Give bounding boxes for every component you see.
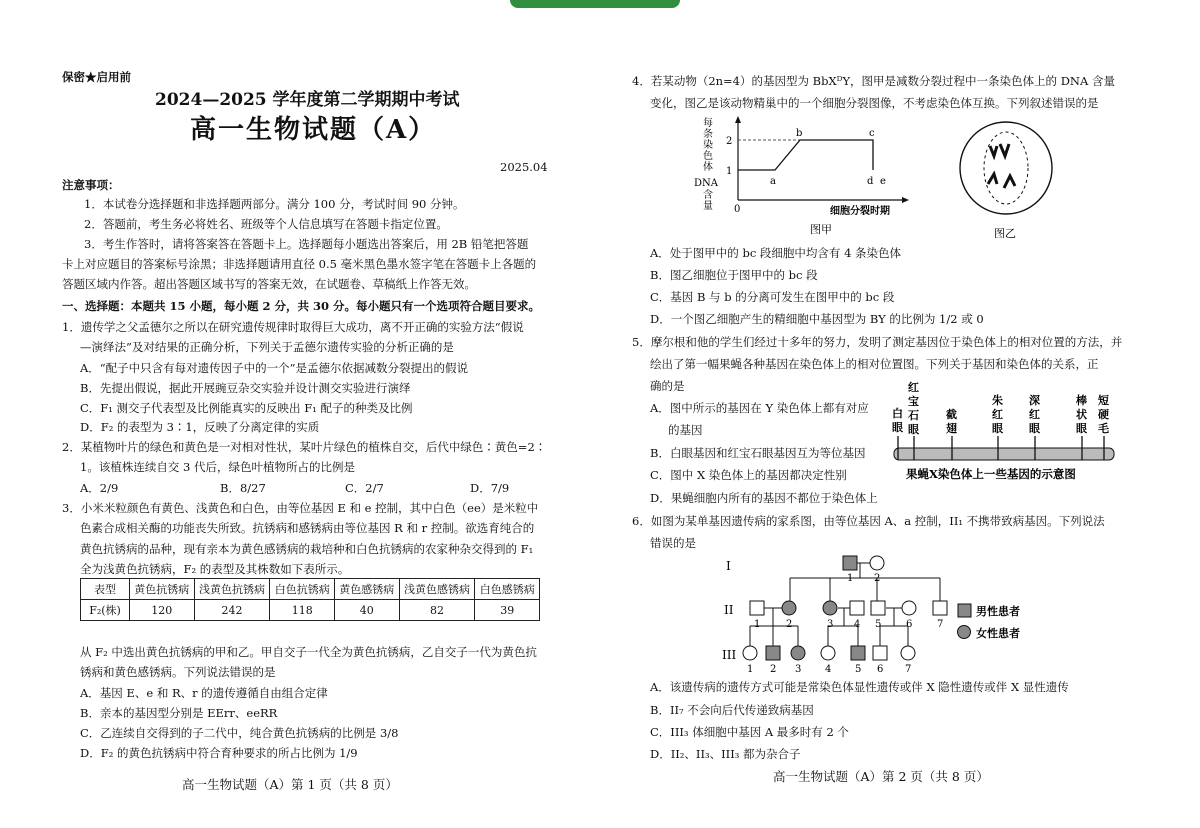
female-normal [870,556,884,570]
note-line: 3．考生作答时，请将答案答在答题卡上。选择题每小题选出答案后，用 2B 铅笔把答题 [84,237,529,251]
pedigree-number: 3 [827,619,834,630]
cell-division-figure [950,116,1070,238]
table-header: 表型 [81,579,130,600]
pedigree-number: 6 [877,664,884,675]
cell-caption: 图乙 [994,227,1016,238]
gene-label: 深红眼 [1029,394,1040,435]
legend-female-icon [958,626,971,639]
female-normal [902,601,916,615]
chart-point-label: e [880,176,886,187]
table-header: 浅黄色感锈病 [399,579,475,600]
pedigree-number: 4 [854,619,861,630]
chart-caption: 图甲 [810,223,832,236]
generation-labels [722,559,736,662]
note-line: 答题区域内作答。超出答题区域书写的答案无效，在试题卷、草稿纸上作答无效。 [62,277,476,291]
chromosomes [988,144,1015,188]
table-cell: 120 [130,600,195,621]
chart-point-label: c [869,128,875,139]
male-affected [851,646,865,660]
q2-stem: 2．某植物叶片的绿色和黄色是一对相对性状，某叶片绿色的植株自交，后代中绿色∶黄色=2∶ [62,440,547,454]
gene-map-caption: 果蝇X染色体上一些基因的示意图 [906,467,1076,481]
q5-stem: 确的是 [650,379,685,393]
gene-label: 白眼 [892,407,903,434]
note-line: 2．答题前，考生务必将姓名、班级等个人信息填写在答题卡指定位置。 [84,217,448,231]
q3-stem: 色素合成相关酶的功能丧失所致。抗锈病和感锈病由等位基因 R 和 r 控制。欲选育纯合的 [80,521,535,535]
q3-option: B．亲本的基因型分别是 EErr、eeRR [80,706,278,720]
chart-origin: 0 [734,204,741,215]
legend-male-icon [958,604,971,617]
q4-option: A．处于图甲中的 bc 段细胞中均含有 4 条染色体 [650,246,902,260]
q4-option: C．基因 B 与 b 的分离可发生在图甲中的 bc 段 [650,290,895,304]
notes-heading: 注意事项： [62,178,120,192]
table-header: 黄色感锈病 [334,579,399,600]
female-affected [791,646,805,660]
exam-title: 2024—2025 学年度第二学期期中考试 [155,90,460,110]
table-header-row [81,579,540,600]
q3-option: A．基因 E、e 和 R、r 的遗传遵循自由组合定律 [80,686,328,700]
q6-option: B．II₇ 不会向后代传递致病基因 [650,703,814,717]
q1-option: B．先提出假说，据此开展豌豆杂交实验并设计测交实验进行演绎 [80,381,411,395]
q5-stem: 5．摩尔根和他的学生们经过十多年的努力，发明了测定基因位于染色体上的相对位置的方法，并 [632,335,1123,349]
gen-label: III [722,648,737,662]
gene-label: 朱红眼 [992,394,1003,435]
q4-option: B．图乙细胞位于图甲中的 bc 段 [650,268,818,282]
chart-series-line [738,140,873,170]
page-right [600,0,1200,828]
female-normal [743,646,757,660]
q2-option: C．2/7 [345,481,384,495]
q3-option: C．乙连续自交得到的子二代中，纯合黄色抗锈病的比例是 3/8 [80,726,399,740]
phenotype-table [80,578,540,621]
pedigree-number: 2 [786,619,793,630]
pedigree-number: 2 [874,573,881,584]
q1-stem: —演绎法”及对结果的正确分析，下列关于孟德尔遗传实验的分析正确的是 [80,340,454,354]
chart-point-label: b [796,128,803,139]
male-normal [850,601,864,615]
table-header: 浅黄色抗锈病 [194,579,270,600]
q4-stem: 4．若某动物（2n=4）的基因型为 BbXᴰY，图甲是减数分裂过程中一条染色体上的 DNA 含量 [632,74,1115,88]
table-cell: 242 [194,600,270,621]
table-header: 白色感锈病 [475,579,540,600]
pedigree-number: 3 [795,664,802,675]
q5-stem: 绘出了第一幅果蝇各种基因在染色体上的相对位置图。下列关于基因和染色体的关系，正 [650,357,1099,371]
male-affected [843,556,857,570]
q5-option-cont: 的基因 [668,423,703,437]
table-row-label: F₂(株) [81,600,130,621]
y-axis-arrow-icon [735,116,741,123]
gene-label: 棒状眼 [1076,394,1087,435]
pedigree-number: 6 [906,619,913,630]
table-header: 白色抗锈病 [270,579,335,600]
chart-xlabel: 细胞分裂时期 [830,206,890,217]
chart-ytick: 2 [726,136,733,147]
q3-option: D．F₂ 的黄色抗锈病中符合育种要求的所占比例为 1/9 [80,746,358,760]
chromosome-bar [894,448,1114,460]
table-row [81,600,540,621]
q2-stem: 1。该植株连续自交 3 代后，绿色叶植物所占的比例是 [80,460,355,474]
q3-after: 从 F₂ 中选出黄色抗锈病的甲和乙。甲自交子一代全为黄色抗锈病，乙自交子一代为黄色抗 [80,645,537,659]
page-footer: 高一生物试题（A）第 1 页（共 8 页） [182,777,398,792]
female-normal [821,646,835,660]
pedigree-number: 5 [875,619,882,630]
gen-label: I [726,559,731,573]
gen-label: II [724,603,734,617]
q3-stem: 全为浅黄色抗锈病，F₂ 的表型及其株数如下表所示。 [80,562,350,576]
q6-stem: 6．如图为某单基因遗传病的家系图，由等位基因 A、a 控制，II₁ 不携带致病基因。下列说法 [632,514,1105,528]
exam-date: 2025.04 [500,160,548,174]
male-normal [933,601,947,615]
q1-option: D．F₂ 的表型为 3∶1，反映了分离定律的实质 [80,420,320,434]
q5-option: C．图中 X 染色体上的基因都决定性别 [650,468,847,482]
pedigree-number: 1 [847,573,854,584]
gene-label: 红宝石眼 [908,381,919,436]
gene-label: 短硬毛 [1098,394,1109,435]
pedigree-number: 4 [825,664,832,675]
q1-stem: 1．遗传学之父孟德尔之所以在研究遗传规律时取得巨大成功，离不开正确的实验方法“假说 [62,320,524,334]
spindle [984,132,1028,204]
dna-content-chart [680,112,920,238]
q3-stem: 3．小米米粒颜色有黄色、浅黄色和白色，由等位基因 E 和 e 控制，其中白色（ee）是米粒中 [62,501,539,515]
q6-option: A．该遗传病的遗传方式可能是常染色体显性遗传或伴 X 隐性遗传或伴 X 显性遗传 [650,680,1069,694]
x-chromosome-map [888,380,1120,484]
pedigree-number: 5 [855,664,862,675]
pedigree-number: 2 [770,664,777,675]
table-cell: 118 [270,600,335,621]
female-normal [901,646,915,660]
q4-stem: 变化，图乙是该动物精巢中的一个细胞分裂图像，不考虑染色体互换。下列叙述错误的是 [650,96,1099,110]
pedigree-number: 1 [747,664,754,675]
q2-option: A．2/9 [80,481,119,495]
pedigree-chart [720,548,1040,676]
table-cell: 39 [475,600,540,621]
female-affected [823,601,837,615]
pedigree-number: 7 [937,619,944,630]
q6-stem: 错误的是 [650,536,696,550]
q4-option: D．一个图乙细胞产生的精细胞中基因型为 BY 的比例为 1/2 或 0 [650,312,984,326]
gene-labels [892,380,1109,436]
q2-option: D．7/9 [470,481,510,495]
female-affected [782,601,796,615]
pedigree-number: 7 [905,664,912,675]
page-title: 高一生物试题（A） [190,115,437,145]
male-affected [766,646,780,660]
q2-option: B．8/27 [220,481,266,495]
q3-after: 锈病和黄色感锈病。下列说法错误的是 [80,665,276,679]
q6-option: C．III₃ 体细胞中基因 A 最多时有 2 个 [650,725,849,739]
chart-point-label: a [770,176,776,187]
male-normal [873,646,887,660]
gene-label: 截翅 [946,408,957,435]
pedigree-number: 1 [754,619,761,630]
chart-ylabel-dna: DNA [694,178,718,189]
chart-ylabel: 每条染色体 [703,118,713,173]
q5-option: B．白眼基因和红宝石眼基因互为等位基因 [650,446,866,460]
q5-option: D．果蝇细胞内所有的基因不都位于染色体上 [650,491,878,505]
chart-ylabel-tail: 含量 [703,190,713,212]
q3-stem: 黄色抗锈病的品种，现有亲本为黄色感锈病的栽培种和白色抗锈病的农家种杂交得到的 F₁ [80,542,534,556]
male-normal [871,601,885,615]
cell-membrane [960,122,1052,214]
legend-label: 女性患者 [976,627,1020,640]
chart-point-label: d [867,176,874,187]
legend-label: 男性患者 [976,605,1020,618]
chart-ytick: 1 [726,166,733,177]
table-cell: 82 [399,600,475,621]
table-cell: 40 [334,600,399,621]
q1-option: C．F₁ 测交子代表型及比例能真实的反映出 F₁ 配子的种类及比例 [80,401,413,415]
note-line: 1．本试卷分选择题和非选择题两部分。满分 100 分，考试时间 90 分钟。 [84,197,465,211]
note-line: 卡上对应题目的答案标号涂黑；非选择题请用直径 0.5 毫米黑色墨水签字笔在答题卡上各题的 [62,257,537,271]
section-heading: 一、选择题：本题共 15 小题，每小题 2 分，共 30 分。每小题只有一个选项符合题目要求。 [62,299,541,313]
secret-label: 保密★启用前 [62,70,131,84]
x-axis-arrow-icon [902,197,909,203]
page-footer: 高一生物试题（A）第 2 页（共 8 页） [773,769,989,784]
table-header: 黄色抗锈病 [130,579,195,600]
q1-option: A．“配子中只含有每对遗传因子中的一个”是孟德尔依据减数分裂提出的假说 [80,361,469,375]
male-normal [750,601,764,615]
q6-option: D．II₂、II₃、III₃ 都为杂合子 [650,747,801,761]
q5-option: A．图中所示的基因在 Y 染色体上都有对应 [650,401,869,415]
